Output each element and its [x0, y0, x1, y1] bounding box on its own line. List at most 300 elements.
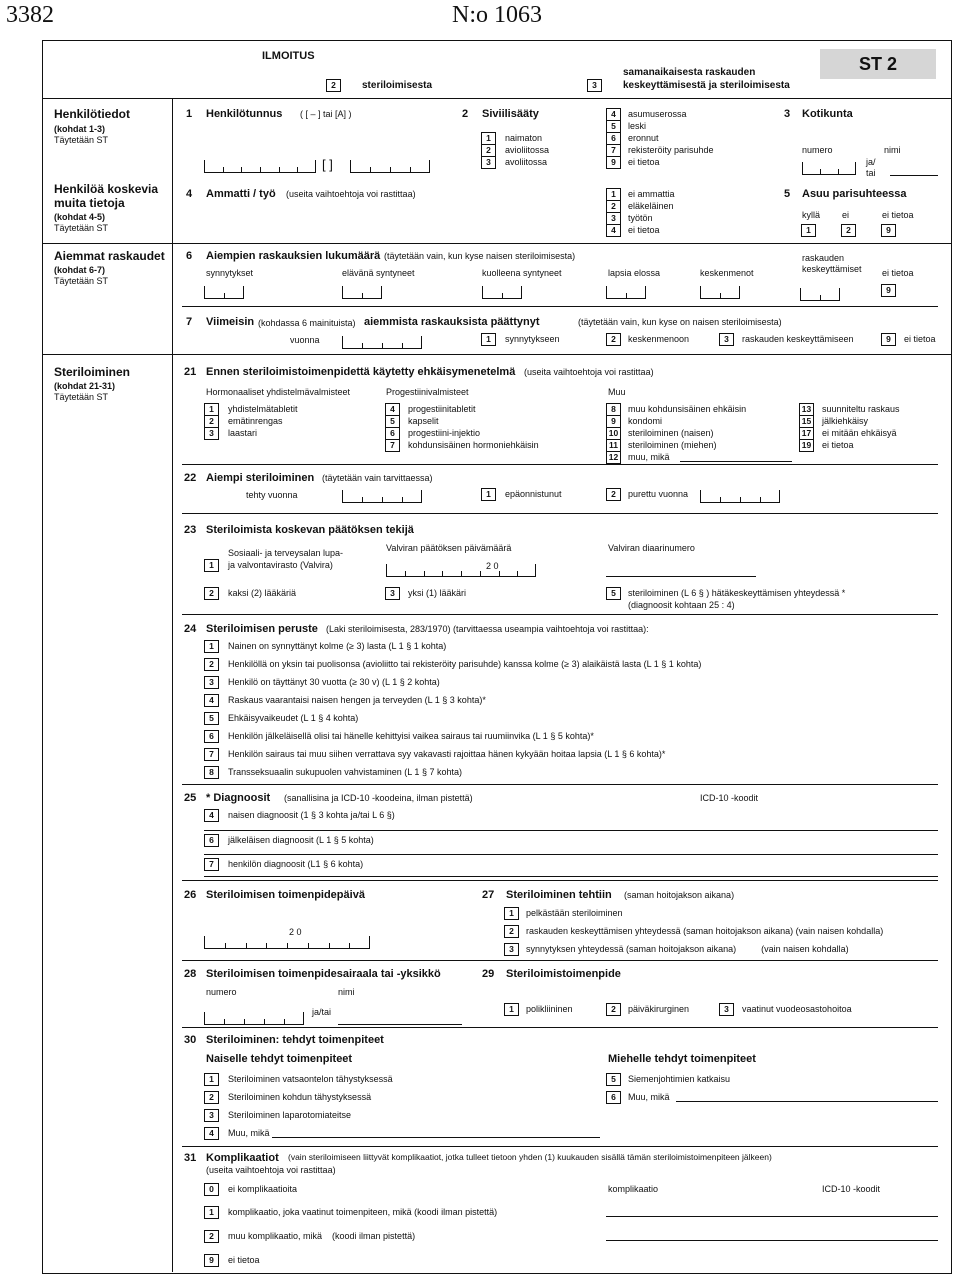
checkbox-procedure-3[interactable]: 3 [719, 1003, 734, 1016]
wproc-2-label: Steriloiminen kohdun tähystyksessä [228, 1092, 372, 1102]
checkbox-basis-3[interactable]: 3 [204, 676, 219, 689]
comb-tick [820, 169, 821, 174]
ssn-input[interactable] [204, 160, 316, 173]
comb-tick [241, 167, 242, 172]
q27-title: Steriloiminen tehtiin [506, 889, 612, 901]
checkbox-ended-2[interactable]: 2 [606, 333, 621, 346]
diagnosis-icd-label: ICD-10 -koodit [700, 793, 759, 803]
q1-number: 1 [186, 108, 193, 120]
q29-number: 29 [482, 968, 495, 980]
q21-number: 21 [184, 366, 197, 378]
basis-4-label: Raskaus vaarantaisi naisen hengen ja terveyden (L 1 § 3 kohta)* [228, 695, 486, 705]
checkbox-basis-2[interactable]: 2 [204, 658, 219, 671]
stillbirths-input[interactable] [482, 286, 522, 299]
diagnosis-4-label: naisen diagnoosit (1 § 3 kohta ja/tai L 6 §) [228, 810, 395, 820]
basis-5-label: Ehkäisyvaikeudet (L 1 § 4 kohta) [228, 713, 359, 723]
divider [42, 354, 951, 355]
hospital-number-input[interactable] [204, 1012, 304, 1025]
checkbox-occupation-3[interactable]: 3 [606, 212, 621, 225]
basis-2-label: Henkilöllä on yksin tai puolisonsa (avioliitto tai rekisteröity parisuhde) kanssa kolme (≥ 3) alaikäistä lasta (L 1 § 1 kohta) [228, 659, 702, 669]
comb-edge [521, 286, 522, 298]
q28-title: Steriloimisen toimenpidesairaala tai -yksikkö [206, 968, 441, 980]
comb-tick [223, 167, 224, 172]
comb-tick [838, 169, 839, 174]
comb-tick [284, 1019, 285, 1024]
comb-tick [502, 293, 503, 298]
pregnancies-unknown-label: ei tietoa [882, 268, 914, 278]
checkbox-contra-8[interactable]: 8 [606, 403, 621, 416]
option-combined-line2: keskeyttämisestä ja steriloimisesta [623, 80, 790, 91]
checkbox-wproc-4[interactable]: 4 [204, 1127, 219, 1140]
diagnosis-7-label: henkilön diagnoosit (L1 § 6 kohta) [228, 859, 364, 869]
ended-1-label: synnytykseen [505, 334, 560, 344]
marital-9-label: ei tietoa [628, 157, 660, 167]
municipality-and-label: ja/ [866, 157, 876, 167]
checkbox-wproc-1[interactable]: 1 [204, 1073, 219, 1086]
checkbox-decision-3[interactable]: 3 [385, 587, 400, 600]
checkbox-mproc-6[interactable]: 6 [606, 1091, 621, 1104]
comb-tick [362, 293, 363, 298]
comb-edge [839, 288, 840, 300]
comb-tick [442, 571, 443, 576]
municipality-number-input[interactable] [802, 162, 856, 175]
checkbox-mproc-5[interactable]: 5 [606, 1073, 621, 1086]
last-year-input[interactable] [342, 336, 422, 349]
mproc-5-label: Siemenjohtimien katkaisu [628, 1074, 731, 1084]
comb-edge [421, 336, 422, 348]
section-personal-title: Henkilötiedot [54, 107, 131, 121]
prev-year-input[interactable] [342, 490, 422, 503]
checkbox-done-2[interactable]: 2 [504, 925, 519, 938]
q3-title: Kotikunta [802, 108, 853, 120]
section-pregnancies-note: Täytetään ST [54, 276, 109, 286]
marital-3-label: avoliitossa [505, 157, 548, 167]
page-number: 3382 [6, 2, 54, 28]
contra-12-label: muu, mikä [628, 452, 670, 462]
divider [182, 1027, 938, 1028]
divider [182, 960, 938, 961]
checkbox-marital-4[interactable]: 4 [606, 108, 621, 121]
checkbox-diagnosis-7[interactable]: 7 [204, 858, 219, 871]
section-sterilization-title: Steriloiminen [54, 365, 131, 379]
checkbox-occupation-2[interactable]: 2 [606, 200, 621, 213]
valvira-diary-input[interactable] [606, 576, 756, 577]
section-other-title2: muita tietoja [54, 196, 125, 210]
checkbox-basis-6[interactable]: 6 [204, 730, 219, 743]
procedure-date-input[interactable] [204, 936, 370, 949]
checkbox-marital-9[interactable]: 9 [606, 156, 621, 169]
checkbox-contra-4[interactable]: 4 [385, 403, 400, 416]
section-other-sub: (kohdat 4-5) [54, 212, 106, 222]
ended-2-label: keskenmenoon [628, 334, 690, 344]
checkbox-basis-4[interactable]: 4 [204, 694, 219, 707]
complication-icd-label: ICD-10 -koodit [822, 1184, 881, 1194]
checkbox-contra-2[interactable]: 2 [204, 415, 219, 428]
comb-edge [303, 1012, 304, 1024]
divider [42, 98, 951, 99]
checkbox-diagnosis-6[interactable]: 6 [204, 834, 219, 847]
comb-tick [390, 167, 391, 172]
marital-7-label: rekisteröity parisuhde [628, 145, 714, 155]
section-personal-note: Täytetään ST [54, 135, 109, 145]
wproc-1-label: Steriloiminen vatsaontelon tähystyksessä [228, 1074, 393, 1084]
marital-6-label: eronnut [628, 133, 659, 143]
checkbox-decision-5[interactable]: 5 [606, 587, 621, 600]
comb-edge [429, 160, 430, 172]
comb-tick [266, 943, 267, 948]
comb-tick [720, 497, 721, 502]
comb-tick [402, 343, 403, 348]
comb-edge [243, 286, 244, 298]
contra-19-label: ei tietoa [822, 440, 854, 450]
decision-1-label-line2: ja valvontavirasto (Valvira) [228, 560, 333, 570]
checkbox-marital-1[interactable]: 1 [481, 132, 496, 145]
checkbox-comp-1[interactable]: 1 [204, 1206, 219, 1219]
contra-9-label: kondomi [628, 416, 663, 426]
live-births-label: elävänä syntyneet [342, 268, 415, 278]
comb-tick [244, 1019, 245, 1024]
comb-tick [382, 343, 383, 348]
comb-tick [720, 293, 721, 298]
q21-group3: Muu [608, 387, 626, 397]
checkbox-done-1[interactable]: 1 [504, 907, 519, 920]
comb-tick [279, 167, 280, 172]
checkbox-wproc-2[interactable]: 2 [204, 1091, 219, 1104]
q25-title: * Diagnoosit [206, 792, 271, 804]
wproc-4-label: Muu, mikä [228, 1128, 270, 1138]
checkbox-occupation-1[interactable]: 1 [606, 188, 621, 201]
contra-1-label: yhdistelmätabletit [228, 404, 298, 414]
comb-edge [645, 286, 646, 298]
checkbox-contra-11[interactable]: 11 [606, 439, 621, 452]
checkbox-ended-1[interactable]: 1 [481, 333, 496, 346]
municipality-name-label: nimi [884, 145, 901, 155]
checkbox-basis-1[interactable]: 1 [204, 640, 219, 653]
comb-edge [700, 286, 701, 298]
comb-tick [264, 1019, 265, 1024]
q26-title: Steriloimisen toimenpidepäivä [206, 889, 365, 901]
stillbirths-label: kuolleena syntyneet [482, 268, 562, 278]
comb-edge [700, 490, 701, 502]
comp-2-label: muu komplikaatio, mikä (koodi ilman pistettä) [228, 1231, 416, 1241]
q21-group2: Progestiinivalmisteet [386, 387, 469, 397]
q3-number: 3 [784, 108, 791, 120]
checkbox-ended-3[interactable]: 3 [719, 333, 734, 346]
q6-note: (täytetään vain, kun kyse naisen steriloimisesta) [384, 251, 576, 261]
q31-title: Komplikaatiot [206, 1152, 279, 1164]
contra-13-label: suunniteltu raskaus [822, 404, 900, 414]
checkbox-contra-12[interactable]: 12 [606, 451, 621, 464]
comb-tick [246, 943, 247, 948]
comb-edge [204, 160, 205, 172]
checkbox-contra-3[interactable]: 3 [204, 427, 219, 440]
last-year-label: vuonna [290, 335, 320, 345]
contra-2-label: emätinrengas [228, 416, 283, 426]
checkbox-marital-6[interactable]: 6 [606, 132, 621, 145]
divider [182, 880, 938, 881]
q31-number: 31 [184, 1152, 197, 1164]
diagnosis-6-input[interactable] [204, 854, 938, 855]
comb-edge [739, 286, 740, 298]
decision-2-label: kaksi (2) lääkäriä [228, 588, 297, 598]
comb-edge [535, 564, 536, 576]
checkbox-contra-7[interactable]: 7 [385, 439, 400, 452]
comb-edge [800, 288, 801, 300]
comb-edge [315, 160, 316, 172]
divider [182, 1146, 938, 1147]
checkbox-procedure-2[interactable]: 2 [606, 1003, 621, 1016]
q21-title: Ennen steriloimistoimenpidettä käytetty ehkäisymenetelmä [206, 366, 516, 378]
section-other-title1: Henkilöä koskevia [54, 182, 159, 196]
checkbox-comp-9[interactable]: 9 [204, 1254, 219, 1267]
checkbox-marital-7[interactable]: 7 [606, 144, 621, 157]
q7-note: (täytetään vain, kun kyse on naisen steriloimisesta) [578, 317, 782, 327]
ssn-suffix-input[interactable] [350, 160, 430, 173]
comb-tick [424, 571, 425, 576]
checkbox-cohabiting-9[interactable]: 9 [881, 224, 896, 237]
q27-number: 27 [482, 889, 495, 901]
checkbox-comp-2[interactable]: 2 [204, 1230, 219, 1243]
decision-5-label-line1: steriloiminen (L 6 § ) hätäkeskeyttämisen yhteydessä * [628, 588, 846, 598]
q6-number: 6 [186, 250, 193, 262]
checkbox-prev-1[interactable]: 1 [481, 488, 496, 501]
comp-9-label: ei tietoa [228, 1255, 260, 1265]
comb-tick [402, 497, 403, 502]
decision-1-label-line1: Sosiaali- ja terveysalan lupa- [228, 548, 344, 558]
checkbox-marital-2[interactable]: 2 [481, 144, 496, 157]
document-number: N:o 1063 [452, 2, 542, 28]
section-pregnancies-sub: (kohdat 6-7) [54, 265, 106, 275]
checkbox-comp-0[interactable]: 0 [204, 1183, 219, 1196]
checkbox-contra-13[interactable]: 13 [799, 403, 814, 416]
checkbox-occupation-4[interactable]: 4 [606, 224, 621, 237]
decision-5-label-line2: (diagnoosit kohtaan 25 : 4) [628, 600, 735, 610]
checkbox-contra-6[interactable]: 6 [385, 427, 400, 440]
contra-7-label: kohdunsisäinen hormoniehkäisin [408, 440, 539, 450]
comb-tick [760, 497, 761, 502]
checkbox-contra-9[interactable]: 9 [606, 415, 621, 428]
valvira-date-prefix: 2 0 [486, 561, 499, 571]
comb-tick [260, 167, 261, 172]
comb-tick [410, 167, 411, 172]
prev-year-label: tehty vuonna [246, 490, 298, 500]
contra-5-label: kapselit [408, 416, 439, 426]
diagnosis-4-input[interactable] [204, 830, 938, 831]
cohabiting-yes-label: kyllä [802, 210, 821, 220]
q30-number: 30 [184, 1034, 197, 1046]
q27-note: (saman hoitojakson aikana) [624, 890, 735, 900]
mproc-6-label: Muu, mikä [628, 1092, 670, 1102]
diagnosis-6-label: jälkeläisen diagnoosit (L 1 § 5 kohta) [228, 835, 374, 845]
contra-11-label: steriloiminen (miehen) [628, 440, 717, 450]
comp-2-input[interactable] [606, 1240, 938, 1241]
procedure-date-prefix: 2 0 [289, 927, 302, 937]
basis-3-label: Henkilö on täyttänyt 30 vuotta (≥ 30 v) (L 1 § 2 kohta) [228, 677, 440, 687]
contra-other-input[interactable] [680, 461, 792, 462]
q4-title: Ammatti / työ [206, 188, 276, 200]
men-procedures-title: Miehelle tehdyt toimenpiteet [608, 1053, 756, 1065]
comb-tick [329, 943, 330, 948]
q25-number: 25 [184, 792, 197, 804]
comb-edge [802, 162, 803, 174]
reversal-year-input[interactable] [700, 490, 780, 503]
basis-6-label: Henkilön jälkeläisellä olisi tai hänelle kehittyisi vaikea sairaus tai ruumiinvika (L 1 § 5 kohta)* [228, 731, 594, 741]
comb-tick [349, 943, 350, 948]
q1-title: Henkilötunnus [206, 108, 283, 120]
abortions-label1: raskauden [802, 253, 845, 263]
divider [182, 614, 938, 615]
q30-title: Steriloiminen: tehdyt toimenpiteet [206, 1034, 384, 1046]
checkbox-combined[interactable]: 3 [587, 79, 602, 92]
checkbox-basis-7[interactable]: 7 [204, 748, 219, 761]
q7-number: 7 [186, 316, 193, 328]
valvira-diary-label: Valviran diaarinumero [608, 543, 695, 553]
checkbox-basis-5[interactable]: 5 [204, 712, 219, 725]
valvira-date-label: Valviran päätöksen päivämäärä [386, 543, 512, 553]
option-combined-line1: samanaikaisesta raskauden [623, 67, 756, 78]
comb-edge [342, 490, 343, 502]
live-births-input[interactable] [342, 286, 382, 299]
mproc-other-input[interactable] [676, 1101, 938, 1102]
q25-note: (sanallisina ja ICD-10 -koodeina, ilman pistettä) [284, 793, 473, 803]
checkbox-contra-1[interactable]: 1 [204, 403, 219, 416]
decision-3-label: yksi (1) lääkäri [408, 588, 467, 598]
q21-group1: Hormonaaliset yhdistelmävalmisteet [206, 387, 351, 397]
q22-note: (täytetään vain tarvittaessa) [322, 473, 433, 483]
divider [182, 513, 938, 514]
section-other-note: Täytetään ST [54, 223, 109, 233]
checkbox-contra-15[interactable]: 15 [799, 415, 814, 428]
checkbox-marital-3[interactable]: 3 [481, 156, 496, 169]
abortions-input[interactable] [800, 288, 840, 301]
living-children-input[interactable] [606, 286, 646, 299]
checkbox-decision-2[interactable]: 2 [204, 587, 219, 600]
form-title: ILMOITUS [262, 50, 315, 62]
checkbox-decision-1[interactable]: 1 [204, 559, 219, 572]
cohabiting-unknown-label: ei tietoa [882, 210, 914, 220]
q2-title: Siviilisääty [482, 108, 539, 120]
contra-15-label: jälkiehkäisy [822, 416, 869, 426]
comb-edge [350, 160, 351, 172]
option-sterilization-label: steriloimisesta [362, 80, 433, 91]
comb-tick [308, 943, 309, 948]
checkbox-contra-19[interactable]: 19 [799, 439, 814, 452]
divider [42, 243, 951, 244]
marital-1-label: naimaton [505, 133, 543, 143]
q7-mid: (kohdassa 6 mainituista) [258, 318, 356, 328]
contra-4-label: progestiinitabletit [408, 404, 476, 414]
checkbox-marital-5[interactable]: 5 [606, 120, 621, 133]
basis-7-label: Henkilön sairaus tai muu siihen verrattava syy vakavasti rajoittaa hänen kykyään hoitaa lapsia (L 1 § 6 kohta)* [228, 749, 666, 759]
checkbox-ended-9[interactable]: 9 [881, 333, 896, 346]
comb-tick [362, 343, 363, 348]
valvira-date-input[interactable] [386, 564, 536, 577]
checkbox-prev-2[interactable]: 2 [606, 488, 621, 501]
checkbox-wproc-3[interactable]: 3 [204, 1109, 219, 1122]
municipality-name-input[interactable] [890, 175, 938, 176]
complication-label: komplikaatio [608, 1184, 659, 1194]
hospital-name-input[interactable] [338, 1024, 462, 1025]
comb-edge [381, 286, 382, 298]
miscarriages-input[interactable] [700, 286, 740, 299]
comb-tick [517, 571, 518, 576]
checkbox-done-3[interactable]: 3 [504, 943, 519, 956]
contra-8-label: muu kohdunsisäinen ehkäisin [628, 404, 747, 414]
q31-note2: (useita vaihtoehtoja voi rastittaa) [206, 1165, 336, 1175]
comb-edge [421, 490, 422, 502]
contra-10-label: steriloiminen (naisen) [628, 428, 714, 438]
comb-tick [382, 497, 383, 502]
comb-edge [204, 286, 205, 298]
section-sterilization-sub: (kohdat 21-31) [54, 381, 116, 391]
checkbox-cohabiting-1[interactable]: 1 [801, 224, 816, 237]
checkbox-procedure-1[interactable]: 1 [504, 1003, 519, 1016]
column-divider [172, 98, 173, 1272]
comb-tick [740, 497, 741, 502]
women-procedures-title: Naiselle tehdyt toimenpiteet [206, 1053, 353, 1065]
births-input[interactable] [204, 286, 244, 299]
divider [182, 464, 938, 465]
hospital-or-label: ja/tai [312, 1007, 332, 1017]
checkbox-cohabiting-2[interactable]: 2 [841, 224, 856, 237]
done-3-label: synnytyksen yhteydessä (saman hoitojakson aikana) (vain naisen kohdalla) [526, 944, 849, 954]
procedure-3-label: vaatinut vuodeosastohoitoa [742, 1004, 852, 1014]
q4-number: 4 [186, 188, 193, 200]
contra-3-label: laastari [228, 428, 258, 438]
comb-tick [362, 497, 363, 502]
checkbox-sterilization[interactable]: 2 [326, 79, 341, 92]
q5-number: 5 [784, 188, 791, 200]
basis-8-label: Transseksuaalin sukupuolen vahvistaminen (L 1 § 7 kohta) [228, 767, 462, 777]
checkbox-basis-8[interactable]: 8 [204, 766, 219, 779]
q23-title: Steriloimista koskevan päätöksen tekijä [206, 524, 414, 536]
comb-edge [779, 490, 780, 502]
comb-edge [606, 286, 607, 298]
municipality-or-label: tai [866, 168, 876, 178]
checkbox-contra-10[interactable]: 10 [606, 427, 621, 440]
comb-tick [480, 571, 481, 576]
done-2-label: raskauden keskeyttämisen yhteydessä (saman hoitojakson aikana) (vain naisen kohdalla) [526, 926, 884, 936]
ssn-bracket: [ ] [322, 157, 333, 172]
q31-note: (vain steriloimiseen liittyvät komplikaatiot, jotka tulleet tietoon yhden (1) kuukauden sisällä tämän steriloimistoimenpiteen jälkeen) [288, 1152, 772, 1162]
births-label: synnytykset [206, 268, 254, 278]
q7-title2: aiemmista raskauksista päättynyt [364, 316, 540, 328]
occupation-4-label: ei tietoa [628, 225, 660, 235]
q7-title: Viimeisin [206, 316, 255, 328]
checkbox-diagnosis-4[interactable]: 4 [204, 809, 219, 822]
comb-edge [204, 1012, 205, 1024]
form-code-badge: ST 2 [820, 49, 936, 79]
checkbox-contra-17[interactable]: 17 [799, 427, 814, 440]
comb-tick [626, 293, 627, 298]
comb-tick [820, 295, 821, 300]
comp-1-input[interactable] [606, 1216, 938, 1217]
checkbox-pregnancies-unknown[interactable]: 9 [881, 284, 896, 297]
comb-edge [369, 936, 370, 948]
contra-17-label: ei mitään ehkäisyä [822, 428, 897, 438]
contra-6-label: progestiini-injektio [408, 428, 481, 438]
hospital-number-label: numero [206, 987, 237, 997]
q2-number: 2 [462, 108, 469, 120]
q29-title: Steriloimistoimenpide [506, 968, 621, 980]
municipality-number-label: numero [802, 145, 833, 155]
marital-2-label: avioliitossa [505, 145, 550, 155]
divider [182, 306, 938, 307]
diagnosis-7-input[interactable] [204, 876, 938, 877]
checkbox-contra-5[interactable]: 5 [385, 415, 400, 428]
comb-tick [224, 1019, 225, 1024]
wproc-other-input[interactable] [272, 1137, 600, 1138]
